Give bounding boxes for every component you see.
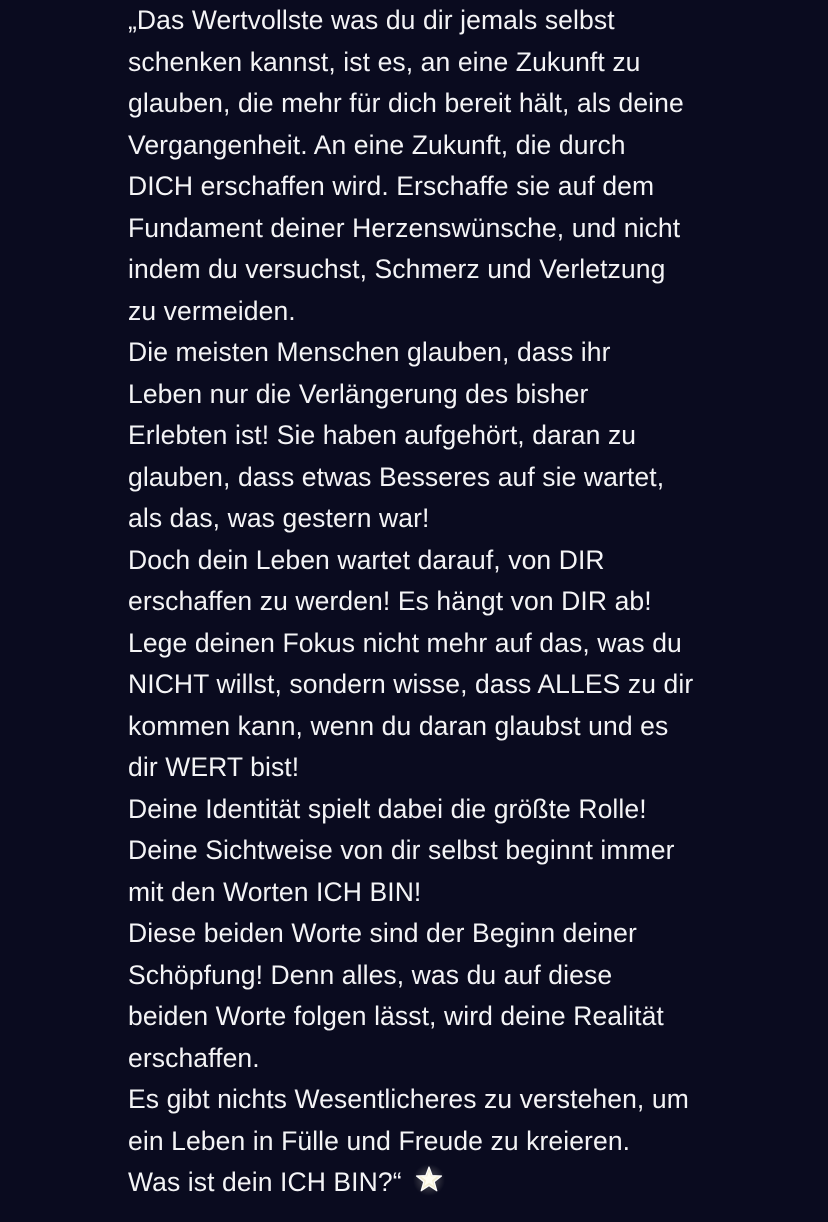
quote-line-text: Was ist dein ICH BIN?“ [128,1167,402,1197]
quote-line: DICH erschaffen wird. Erschaffe sie auf dem [128,171,655,201]
quote-line: Deine Identität spielt dabei die größte Rolle! [128,793,647,824]
quote-line: NICHT willst, sondern wisse, dass ALLES zu dir [128,669,694,699]
quote-text-block [128,0,768,1204]
quote-line: dir WERT bist! [128,752,300,782]
quote-line: kommen kann, wenn du daran glaubst und es [128,710,669,741]
quote-line: indem du versuchst, Schmerz und Verletzung [128,254,666,284]
quote-line: erschaffen zu werden! Es hängt von DIR ab! [128,586,652,616]
quote-line: Leben nur die Verlängerung des bisher [128,378,589,409]
glowing-star-icon [412,1163,446,1197]
quote-line: als das, was gestern war! [128,503,430,533]
quote-line: zu vermeiden. [128,295,296,326]
quote-line: Schöpfung! Denn alles, was du auf diese [128,959,613,990]
quote-line: „Das Wertvollste was du dir jemals selbst [128,5,615,35]
quote-line: Fundament deiner Herzenswünsche, und nicht [128,212,681,243]
quote-line: mit den Worten ICH BIN! [128,876,422,907]
quote-line: Doch dein Leben wartet darauf, von DIR [128,544,605,575]
quote-last-line [128,1162,768,1204]
quote-line: schenken kannst, ist es, an eine Zukunft zu [128,46,641,77]
quote-line: Die meisten Menschen glauben, dass ihr [128,337,611,367]
quote-line: erschaffen. [128,1042,260,1073]
quote-line: Diese beiden Worte sind der Beginn deiner [128,918,637,948]
quote-line: Erlebten ist! Sie haben aufgehört, daran zu [128,420,637,450]
quote-line: glauben, die mehr für dich bereit hält, als deine [128,88,684,118]
quote-line: Vergangenheit. An eine Zukunft, die durch [128,129,626,160]
quote-line: glauben, dass etwas Besseres auf sie wartet, [128,461,665,492]
quote-line: ein Leben in Fülle und Freude zu kreieren. [128,1125,631,1156]
quote-line: Es gibt nichts Wesentlicheres zu verstehen, um [128,1084,689,1114]
quote-line: Lege deinen Fokus nicht mehr auf das, was du [128,627,682,658]
quote-line: beiden Worte folgen lässt, wird deine Realität [128,1001,664,1031]
quote-line: Deine Sichtweise von dir selbst beginnt immer [128,835,675,865]
